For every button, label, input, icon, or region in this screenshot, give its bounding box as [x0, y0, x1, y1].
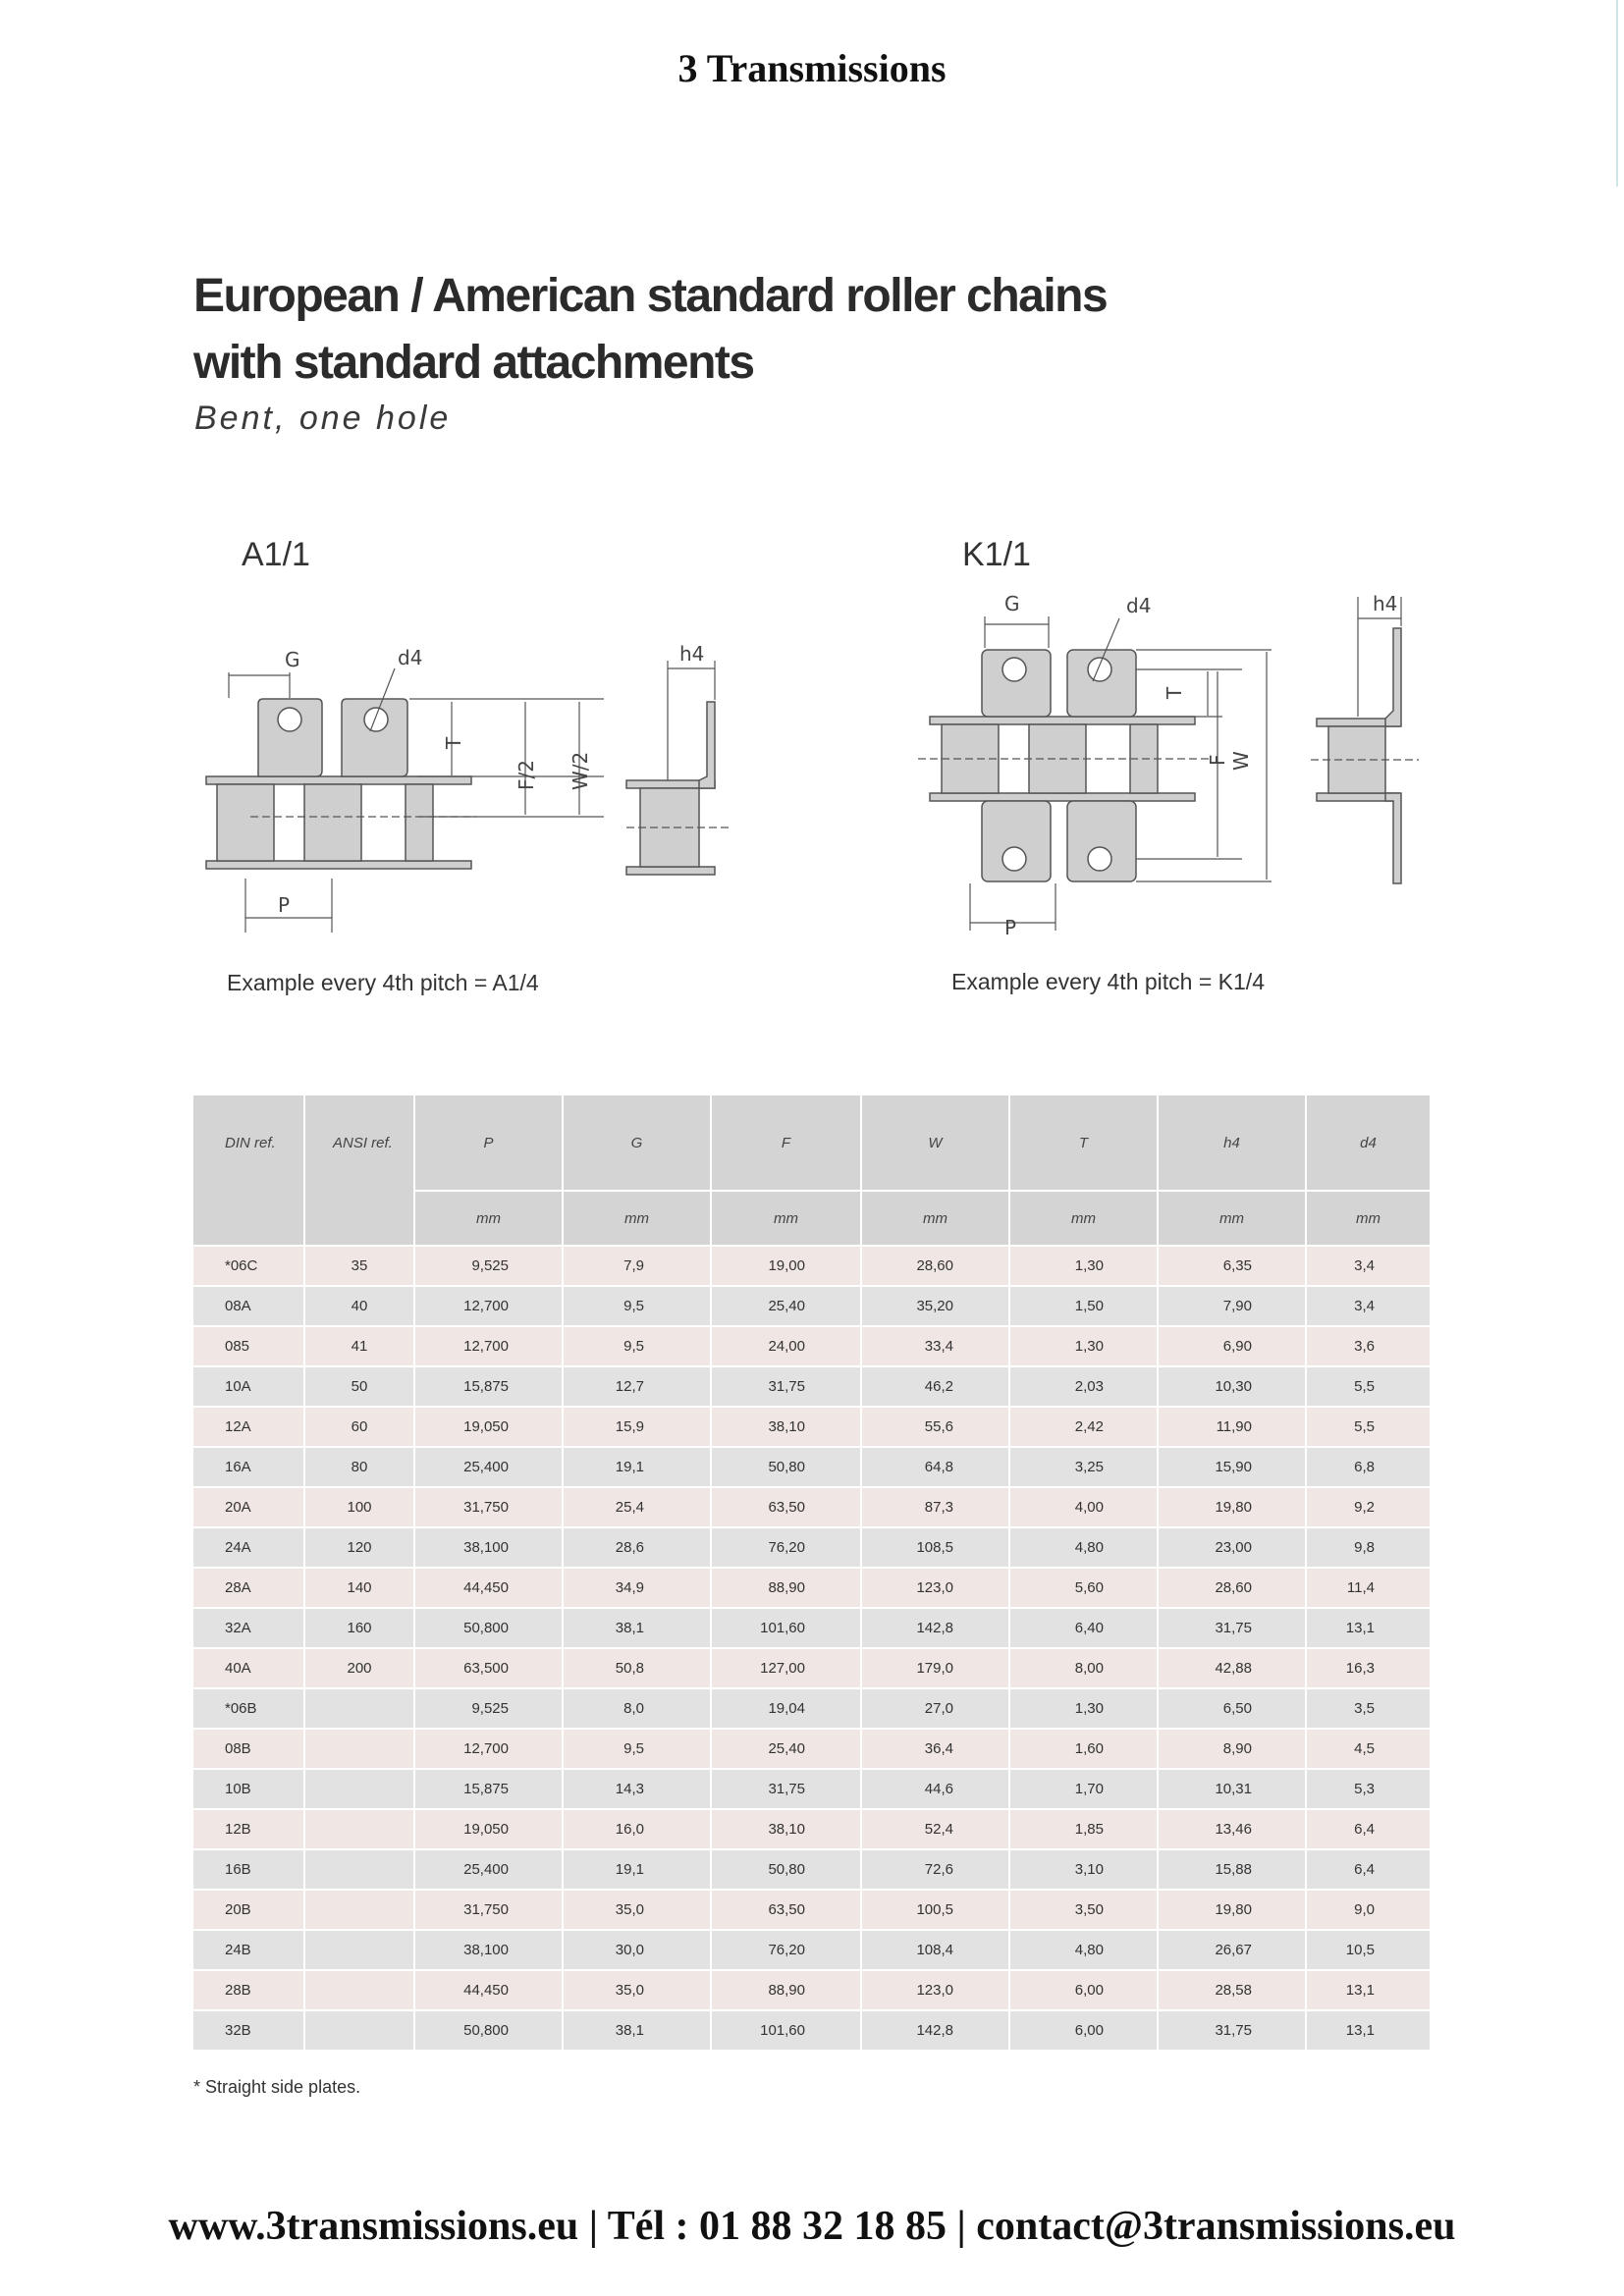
cell-ansi-ref — [304, 1688, 414, 1729]
cell-din-ref: 40A — [193, 1648, 304, 1688]
dim-h4-label-a: h4 — [679, 642, 705, 666]
unit-h4: mm — [1158, 1191, 1306, 1246]
cell-p: 25,400 — [414, 1447, 563, 1487]
cell-d4: 6,4 — [1306, 1809, 1431, 1849]
cell-h4: 42,88 — [1158, 1648, 1306, 1688]
cell-din-ref: 16A — [193, 1447, 304, 1487]
cell-h4: 8,90 — [1158, 1729, 1306, 1769]
cell-w: 35,20 — [861, 1286, 1009, 1326]
cell-ansi-ref — [304, 1809, 414, 1849]
cell-f: 88,90 — [711, 1568, 861, 1608]
table-row — [193, 1608, 1431, 1648]
cell-h4: 6,35 — [1158, 1246, 1306, 1286]
cell-din-ref: 28B — [193, 1970, 304, 2010]
unit-g: mm — [563, 1191, 711, 1246]
cell-p: 9,525 — [414, 1688, 563, 1729]
cell-w: 36,4 — [861, 1729, 1009, 1769]
cell-p: 15,875 — [414, 1366, 563, 1407]
table-row — [193, 1286, 1431, 1326]
table-row — [193, 1729, 1431, 1769]
header-p: P — [414, 1095, 563, 1191]
cell-p: 44,450 — [414, 1970, 563, 2010]
cell-din-ref: 10B — [193, 1769, 304, 1809]
page-title — [193, 263, 1372, 397]
table-row — [193, 1568, 1431, 1608]
cell-t: 1,85 — [1009, 1809, 1158, 1849]
cell-d4: 10,5 — [1306, 1930, 1431, 1970]
cell-w: 27,0 — [861, 1688, 1009, 1729]
cell-h4: 28,60 — [1158, 1568, 1306, 1608]
header-d4: d4 — [1306, 1095, 1431, 1191]
cell-d4: 4,5 — [1306, 1729, 1431, 1769]
cell-din-ref: 32B — [193, 2010, 304, 2051]
cell-g: 12,7 — [563, 1366, 711, 1407]
cell-f: 101,60 — [711, 1608, 861, 1648]
cell-ansi-ref: 40 — [304, 1286, 414, 1326]
cell-p: 50,800 — [414, 1608, 563, 1648]
table-row — [193, 1890, 1431, 1930]
chain-drawing-a1-side — [619, 633, 736, 888]
cell-w: 46,2 — [861, 1366, 1009, 1407]
chain-drawing-k1-front — [918, 589, 1291, 962]
cell-ansi-ref: 120 — [304, 1527, 414, 1568]
cell-p: 38,100 — [414, 1930, 563, 1970]
dimension-table — [193, 1095, 1432, 2052]
table-row — [193, 2010, 1431, 2051]
cell-f: 127,00 — [711, 1648, 861, 1688]
footnote: * Straight side plates. — [193, 2077, 361, 2097]
cell-h4: 31,75 — [1158, 2010, 1306, 2051]
table-row — [193, 1648, 1431, 1688]
cell-t: 8,00 — [1009, 1648, 1158, 1688]
dim-w-label-a: W/2 — [568, 751, 592, 790]
cell-ansi-ref: 60 — [304, 1407, 414, 1447]
table-row — [193, 1447, 1431, 1487]
unit-f: mm — [711, 1191, 861, 1246]
cell-g: 34,9 — [563, 1568, 711, 1608]
cell-h4: 10,30 — [1158, 1366, 1306, 1407]
cell-p: 19,050 — [414, 1407, 563, 1447]
cell-f: 38,10 — [711, 1407, 861, 1447]
cell-f: 24,00 — [711, 1326, 861, 1366]
table-row — [193, 1930, 1431, 1970]
cell-d4: 16,3 — [1306, 1648, 1431, 1688]
cell-d4: 3,5 — [1306, 1688, 1431, 1729]
cell-h4: 31,75 — [1158, 1608, 1306, 1648]
cell-w: 100,5 — [861, 1890, 1009, 1930]
table-row — [193, 1688, 1431, 1729]
cell-t: 1,30 — [1009, 1326, 1158, 1366]
cell-din-ref: 28A — [193, 1568, 304, 1608]
diagram-k-caption: Example every 4th pitch = K1/4 — [951, 969, 1265, 994]
unit-d4: mm — [1306, 1191, 1431, 1246]
cell-p: 38,100 — [414, 1527, 563, 1568]
dim-t-label-k: T — [1163, 686, 1186, 699]
cell-p: 31,750 — [414, 1890, 563, 1930]
cell-g: 7,9 — [563, 1246, 711, 1286]
cell-g: 25,4 — [563, 1487, 711, 1527]
header-h4: h4 — [1158, 1095, 1306, 1191]
cell-g: 38,1 — [563, 2010, 711, 2051]
cell-f: 50,80 — [711, 1447, 861, 1487]
cell-f: 76,20 — [711, 1527, 861, 1568]
cell-ansi-ref: 35 — [304, 1246, 414, 1286]
cell-g: 50,8 — [563, 1648, 711, 1688]
cell-h4: 13,46 — [1158, 1809, 1306, 1849]
cell-g: 15,9 — [563, 1407, 711, 1447]
cell-d4: 9,2 — [1306, 1487, 1431, 1527]
cell-d4: 5,3 — [1306, 1769, 1431, 1809]
cell-g: 35,0 — [563, 1890, 711, 1930]
cell-p: 15,875 — [414, 1769, 563, 1809]
cell-din-ref: *06C — [193, 1246, 304, 1286]
cell-f: 88,90 — [711, 1970, 861, 2010]
title-line-2: with standard attachments — [193, 337, 754, 389]
cell-t: 5,60 — [1009, 1568, 1158, 1608]
dim-p-label-a: P — [278, 893, 291, 917]
cell-w: 87,3 — [861, 1487, 1009, 1527]
table-row — [193, 1407, 1431, 1447]
cell-h4: 11,90 — [1158, 1407, 1306, 1447]
dim-h4-label-k: h4 — [1373, 592, 1398, 615]
cell-w: 72,6 — [861, 1849, 1009, 1890]
cell-ansi-ref — [304, 2010, 414, 2051]
header-w: W — [861, 1095, 1009, 1191]
table-row — [193, 1326, 1431, 1366]
diagram-a-caption: Example every 4th pitch = A1/4 — [227, 970, 539, 995]
cell-f: 19,00 — [711, 1246, 861, 1286]
cell-w: 123,0 — [861, 1568, 1009, 1608]
chain-drawing-a1-front — [191, 633, 614, 928]
unit-w: mm — [861, 1191, 1009, 1246]
dim-g-label-k: G — [1004, 592, 1020, 615]
cell-d4: 6,4 — [1306, 1849, 1431, 1890]
cell-w: 44,6 — [861, 1769, 1009, 1809]
cell-f: 25,40 — [711, 1729, 861, 1769]
cell-t: 1,30 — [1009, 1688, 1158, 1729]
cell-din-ref: 20B — [193, 1890, 304, 1930]
cell-din-ref: 10A — [193, 1366, 304, 1407]
cell-f: 101,60 — [711, 2010, 861, 2051]
table-row — [193, 1849, 1431, 1890]
cell-g: 14,3 — [563, 1769, 711, 1809]
cell-g: 19,1 — [563, 1447, 711, 1487]
cell-f: 50,80 — [711, 1849, 861, 1890]
cell-p: 25,400 — [414, 1849, 563, 1890]
cell-h4: 15,88 — [1158, 1849, 1306, 1890]
cell-p: 12,700 — [414, 1729, 563, 1769]
cell-ansi-ref — [304, 1849, 414, 1890]
cell-ansi-ref — [304, 1769, 414, 1809]
header-g: G — [563, 1095, 711, 1191]
header-t: T — [1009, 1095, 1158, 1191]
cell-d4: 3,6 — [1306, 1326, 1431, 1366]
cell-w: 52,4 — [861, 1809, 1009, 1849]
cell-d4: 3,4 — [1306, 1246, 1431, 1286]
cell-p: 9,525 — [414, 1246, 563, 1286]
cell-w: 64,8 — [861, 1447, 1009, 1487]
cell-p: 31,750 — [414, 1487, 563, 1527]
cell-din-ref: 20A — [193, 1487, 304, 1527]
header-f: F — [711, 1095, 861, 1191]
cell-t: 6,00 — [1009, 1970, 1158, 2010]
cell-din-ref: *06B — [193, 1688, 304, 1729]
cell-g: 9,5 — [563, 1729, 711, 1769]
cell-ansi-ref: 200 — [304, 1648, 414, 1688]
dim-f-label-k: F — [1206, 754, 1229, 766]
cell-p: 19,050 — [414, 1809, 563, 1849]
diagram-a-label: A1/1 — [242, 536, 310, 573]
cell-g: 35,0 — [563, 1970, 711, 2010]
brand-header: 3 Transmissions — [677, 46, 947, 90]
cell-f: 76,20 — [711, 1930, 861, 1970]
cell-d4: 13,1 — [1306, 1970, 1431, 2010]
cell-ansi-ref: 100 — [304, 1487, 414, 1527]
cell-h4: 19,80 — [1158, 1487, 1306, 1527]
cell-f: 31,75 — [711, 1366, 861, 1407]
cell-t: 4,80 — [1009, 1527, 1158, 1568]
cell-ansi-ref: 160 — [304, 1608, 414, 1648]
cell-d4: 5,5 — [1306, 1366, 1431, 1407]
cell-ansi-ref — [304, 1970, 414, 2010]
cell-g: 38,1 — [563, 1608, 711, 1648]
cell-d4: 6,8 — [1306, 1447, 1431, 1487]
cell-ansi-ref: 80 — [304, 1447, 414, 1487]
cell-din-ref: 12A — [193, 1407, 304, 1447]
cell-h4: 28,58 — [1158, 1970, 1306, 2010]
cell-g: 16,0 — [563, 1809, 711, 1849]
unit-t: mm — [1009, 1191, 1158, 1246]
contact-footer: www.3transmissions.eu | Tél : 01 88 32 18 85 | contact@3transmissions.eu — [168, 2204, 1456, 2249]
cell-din-ref: 08A — [193, 1286, 304, 1326]
cell-d4: 9,0 — [1306, 1890, 1431, 1930]
cell-g: 28,6 — [563, 1527, 711, 1568]
cell-w: 28,60 — [861, 1246, 1009, 1286]
cell-din-ref: 24A — [193, 1527, 304, 1568]
table-row — [193, 1527, 1431, 1568]
dim-d4-label-a: d4 — [398, 646, 423, 669]
cell-h4: 6,50 — [1158, 1688, 1306, 1729]
dimension-table-body — [193, 1246, 1431, 2051]
cell-t: 4,00 — [1009, 1487, 1158, 1527]
cell-din-ref: 085 — [193, 1326, 304, 1366]
cell-h4: 10,31 — [1158, 1769, 1306, 1809]
header-ansi-ref: ANSI ref. — [304, 1095, 414, 1246]
cell-w: 33,4 — [861, 1326, 1009, 1366]
cell-ansi-ref: 140 — [304, 1568, 414, 1608]
cell-f: 63,50 — [711, 1487, 861, 1527]
cell-t: 2,42 — [1009, 1407, 1158, 1447]
diagram-k-label: K1/1 — [962, 536, 1031, 573]
cell-d4: 13,1 — [1306, 2010, 1431, 2051]
dim-t-label-a: T — [442, 736, 465, 749]
cell-h4: 19,80 — [1158, 1890, 1306, 1930]
dim-g-label-a: G — [285, 648, 300, 671]
cell-g: 19,1 — [563, 1849, 711, 1890]
cell-g: 8,0 — [563, 1688, 711, 1729]
cell-t: 3,25 — [1009, 1447, 1158, 1487]
cell-t: 3,50 — [1009, 1890, 1158, 1930]
cell-din-ref: 32A — [193, 1608, 304, 1648]
cell-w: 142,8 — [861, 2010, 1009, 2051]
cell-t: 1,60 — [1009, 1729, 1158, 1769]
cell-d4: 3,4 — [1306, 1286, 1431, 1326]
cell-t: 1,50 — [1009, 1286, 1158, 1326]
cell-t: 3,10 — [1009, 1849, 1158, 1890]
table-row — [193, 1366, 1431, 1407]
table-row — [193, 1970, 1431, 2010]
cell-f: 19,04 — [711, 1688, 861, 1729]
dim-d4-label-k: d4 — [1126, 594, 1152, 617]
page-subtitle: Bent, one hole — [194, 400, 452, 437]
cell-g: 9,5 — [563, 1286, 711, 1326]
cell-f: 63,50 — [711, 1890, 861, 1930]
dim-p-label-k: P — [1004, 916, 1017, 939]
cell-ansi-ref — [304, 1930, 414, 1970]
cell-d4: 13,1 — [1306, 1608, 1431, 1648]
cell-ansi-ref: 41 — [304, 1326, 414, 1366]
page-edge-line — [1616, 0, 1618, 187]
cell-w: 123,0 — [861, 1970, 1009, 2010]
cell-p: 50,800 — [414, 2010, 563, 2051]
cell-p: 63,500 — [414, 1648, 563, 1688]
header-din-ref: DIN ref. — [193, 1095, 304, 1246]
cell-din-ref: 24B — [193, 1930, 304, 1970]
cell-t: 1,70 — [1009, 1769, 1158, 1809]
cell-p: 44,450 — [414, 1568, 563, 1608]
cell-w: 179,0 — [861, 1648, 1009, 1688]
cell-d4: 11,4 — [1306, 1568, 1431, 1608]
table-row — [193, 1246, 1431, 1286]
cell-w: 108,5 — [861, 1527, 1009, 1568]
cell-h4: 6,90 — [1158, 1326, 1306, 1366]
cell-ansi-ref — [304, 1729, 414, 1769]
cell-w: 55,6 — [861, 1407, 1009, 1447]
cell-t: 1,30 — [1009, 1246, 1158, 1286]
dim-w-label-k: W — [1229, 751, 1253, 771]
cell-din-ref: 12B — [193, 1809, 304, 1849]
cell-f: 31,75 — [711, 1769, 861, 1809]
cell-d4: 5,5 — [1306, 1407, 1431, 1447]
cell-g: 9,5 — [563, 1326, 711, 1366]
cell-p: 12,700 — [414, 1286, 563, 1326]
cell-f: 38,10 — [711, 1809, 861, 1849]
cell-w: 108,4 — [861, 1930, 1009, 1970]
cell-din-ref: 08B — [193, 1729, 304, 1769]
cell-din-ref: 16B — [193, 1849, 304, 1890]
cell-t: 6,00 — [1009, 2010, 1158, 2051]
cell-t: 6,40 — [1009, 1608, 1158, 1648]
cell-h4: 23,00 — [1158, 1527, 1306, 1568]
table-row — [193, 1487, 1431, 1527]
unit-p: mm — [414, 1191, 563, 1246]
cell-h4: 15,90 — [1158, 1447, 1306, 1487]
dim-f-label-a: F/2 — [514, 760, 538, 790]
table-row — [193, 1769, 1431, 1809]
cell-t: 2,03 — [1009, 1366, 1158, 1407]
cell-w: 142,8 — [861, 1608, 1009, 1648]
title-line-1: European / American standard roller chains — [193, 270, 1108, 322]
cell-ansi-ref: 50 — [304, 1366, 414, 1407]
cell-ansi-ref — [304, 1890, 414, 1930]
cell-h4: 7,90 — [1158, 1286, 1306, 1326]
cell-g: 30,0 — [563, 1930, 711, 1970]
cell-p: 12,700 — [414, 1326, 563, 1366]
cell-h4: 26,67 — [1158, 1930, 1306, 1970]
cell-t: 4,80 — [1009, 1930, 1158, 1970]
cell-f: 25,40 — [711, 1286, 861, 1326]
chain-drawing-k1-side — [1311, 589, 1429, 893]
table-row — [193, 1809, 1431, 1849]
cell-d4: 9,8 — [1306, 1527, 1431, 1568]
